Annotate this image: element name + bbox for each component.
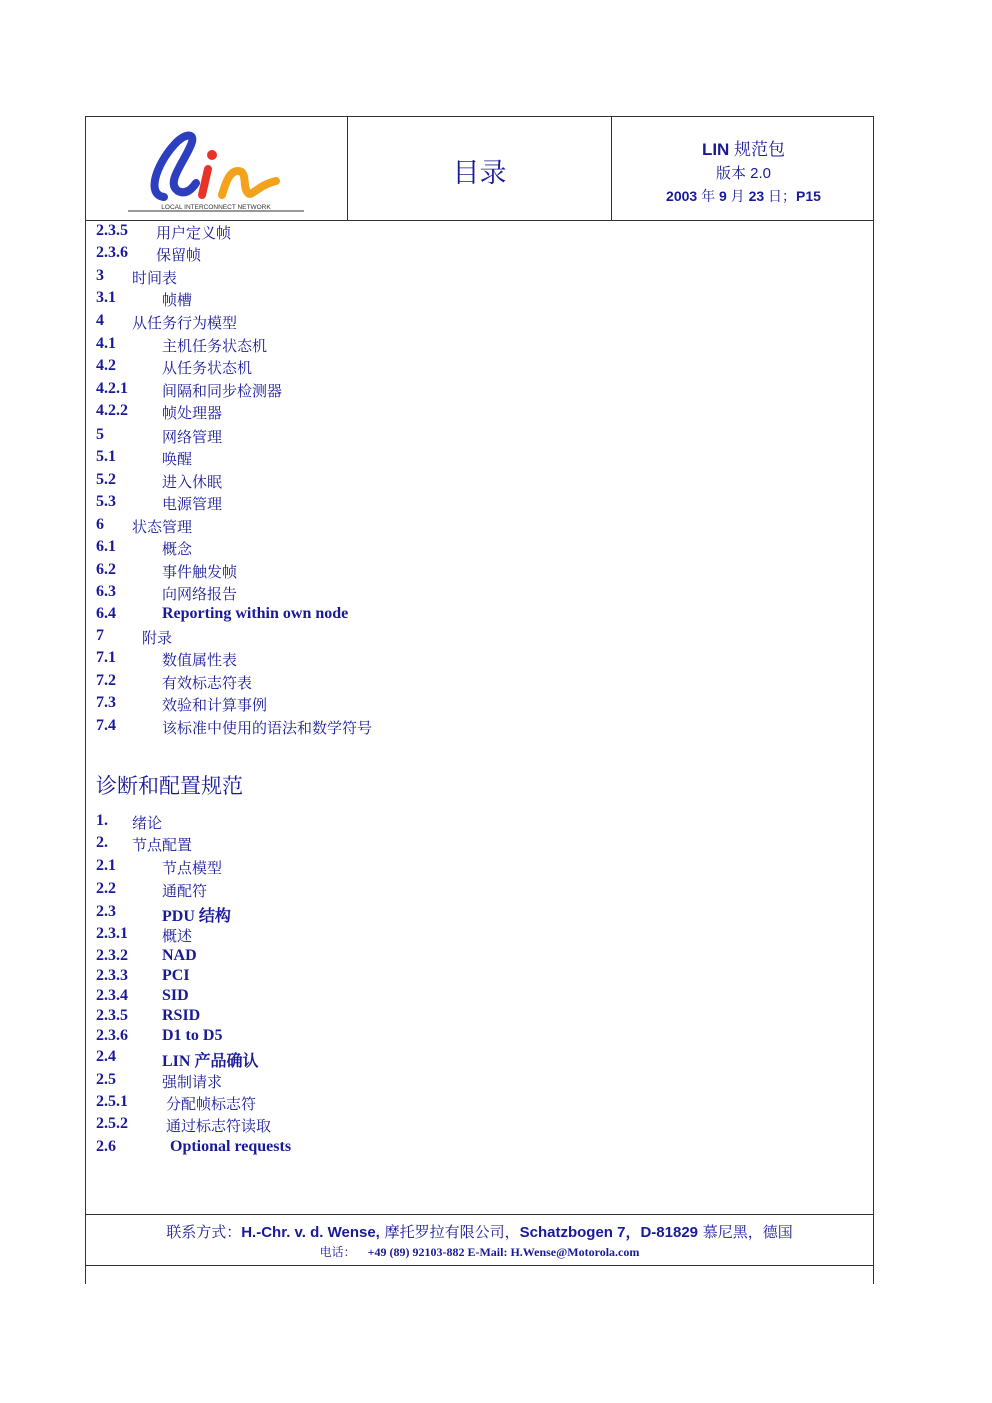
toc-entry-label: 绪论 bbox=[132, 814, 163, 832]
toc-entry-number: 7 bbox=[96, 627, 104, 644]
toc-entry-label: 概念 bbox=[162, 540, 193, 558]
toc-entry-label: 从任务行为模型 bbox=[132, 314, 238, 332]
toc-entry-number: 7.4 bbox=[96, 717, 116, 734]
toc-entry-label: 保留帧 bbox=[156, 246, 202, 264]
lin-logo bbox=[126, 125, 306, 213]
toc-entry-label: RSID bbox=[162, 1007, 201, 1024]
toc-entry-number: 2.3.6 bbox=[96, 1027, 128, 1044]
toc-entry-label: 节点配置 bbox=[132, 836, 193, 854]
toc-entry-number: 2.5.2 bbox=[96, 1115, 128, 1132]
toc-entry-label: 向网络报告 bbox=[162, 585, 238, 603]
toc-entry-number: 4 bbox=[96, 312, 104, 329]
toc-entry-number: 2.3.5 bbox=[96, 222, 128, 239]
toc-entry-number: 2.4 bbox=[96, 1048, 116, 1065]
page-frame bbox=[85, 116, 874, 1284]
toc-entry-number: 6.2 bbox=[96, 561, 116, 578]
toc-entry-number: 1. bbox=[96, 812, 108, 829]
spec-date: 2003 年 9 月 23 日；P15 bbox=[666, 188, 821, 204]
toc-entry-number: 2. bbox=[96, 834, 108, 851]
toc-entry-label: Reporting within own node bbox=[162, 605, 349, 622]
logo-letter-l bbox=[155, 136, 196, 198]
meta-cell bbox=[612, 117, 875, 220]
toc-entry-label: 用户定义帧 bbox=[156, 224, 232, 242]
toc-entry-number: 6.4 bbox=[96, 605, 116, 622]
toc-entry-number: 3 bbox=[96, 267, 104, 284]
logo-letter-n bbox=[222, 171, 276, 195]
toc-entry-label: PDU 结构 bbox=[162, 908, 231, 925]
toc-entry-number: 2.6 bbox=[96, 1138, 116, 1155]
toc-entry-number: 2.3.6 bbox=[96, 244, 128, 261]
toc-entry-number: 2.3.5 bbox=[96, 1007, 128, 1024]
toc-entry-number: 2.3.2 bbox=[96, 947, 128, 964]
toc-entry-label: 间隔和同步检测器 bbox=[162, 382, 283, 400]
toc-entry-number: 6 bbox=[96, 516, 104, 533]
toc-entry-number: 7.2 bbox=[96, 672, 116, 689]
toc-entry-label: 帧处理器 bbox=[162, 404, 223, 422]
toc-entry-label: D1 to D5 bbox=[162, 1027, 223, 1044]
toc-entry-number: 5.1 bbox=[96, 448, 116, 465]
toc-entry-label: LIN 产品确认 bbox=[162, 1053, 259, 1070]
toc-entry-label: 帧槽 bbox=[162, 291, 193, 309]
toc-entry-number: 5 bbox=[96, 426, 104, 443]
section-heading-diagnostics: 诊断和配置规范 bbox=[96, 774, 243, 798]
toc-entry-number: 5.2 bbox=[96, 471, 116, 488]
footer-contact: 联系方式：H.-Chr. v. d. Wense, 摩托罗拉有限公司，Schatzbogen 7，D-81829 慕尼黑，德国 bbox=[166, 1223, 793, 1241]
toc-entry-label: 唤醒 bbox=[162, 450, 193, 468]
toc-entry-number: 2.1 bbox=[96, 857, 116, 874]
footer-divider bbox=[86, 1214, 873, 1215]
header bbox=[86, 117, 873, 221]
toc-entry-label: 状态管理 bbox=[132, 518, 193, 536]
toc-entry-number: 4.2.2 bbox=[96, 402, 128, 419]
toc-entry-number: 2.3 bbox=[96, 903, 116, 920]
toc-entry-label: 从任务状态机 bbox=[162, 359, 253, 377]
footer-phone: 电话： +49 (89) 92103-882 E-Mail: H.Wense@Motorola.com bbox=[319, 1245, 640, 1259]
toc-entry-number: 2.5 bbox=[96, 1071, 116, 1088]
logo-dot bbox=[207, 150, 217, 160]
spec-version: 版本 2.0 bbox=[715, 165, 772, 182]
toc-entry-label: 通配符 bbox=[162, 882, 208, 900]
toc-entry-label: 附录 bbox=[142, 629, 173, 647]
toc-entry-number: 7.1 bbox=[96, 649, 116, 666]
toc-entry-number: 2.2 bbox=[96, 880, 116, 897]
toc-entry-label: 该标准中使用的语法和数学符号 bbox=[162, 719, 373, 737]
toc-entry-number: 2.5.1 bbox=[96, 1093, 128, 1110]
toc-entry-label: 分配帧标志符 bbox=[166, 1095, 257, 1113]
toc-entry-label: 通过标志符读取 bbox=[166, 1117, 272, 1135]
toc-entry-label: Optional requests bbox=[170, 1138, 292, 1155]
logo-letter-i bbox=[202, 169, 208, 195]
logo-caption: LOCAL INTERCONNECT NETWORK bbox=[161, 204, 271, 211]
toc-entry-label: 概述 bbox=[162, 927, 193, 945]
toc-entry-number: 4.2.1 bbox=[96, 380, 128, 397]
toc-entry-label: 效验和计算事例 bbox=[162, 696, 268, 714]
toc-entry-label: 强制请求 bbox=[162, 1073, 223, 1091]
toc-entry-label: 网络管理 bbox=[162, 428, 223, 446]
toc-entry-number: 2.3.4 bbox=[96, 987, 128, 1004]
footer-bottom-divider bbox=[86, 1265, 873, 1266]
toc-entry-number: 4.1 bbox=[96, 335, 116, 352]
toc-entry-label: 事件触发帧 bbox=[162, 563, 238, 581]
toc-entry-number: 6.3 bbox=[96, 583, 116, 600]
page-title: 目录 bbox=[452, 158, 507, 189]
toc-entry-label: SID bbox=[162, 987, 189, 1004]
spec-name: LIN 规范包 bbox=[701, 140, 786, 159]
toc-entry-number: 5.3 bbox=[96, 493, 116, 510]
toc-entry-label: 数值属性表 bbox=[162, 651, 238, 669]
toc-entry-label: NAD bbox=[162, 947, 197, 964]
toc-entry-number: 2.3.1 bbox=[96, 925, 128, 942]
toc-entry-number: 7.3 bbox=[96, 694, 116, 711]
toc-entry-label: 节点模型 bbox=[162, 859, 223, 877]
toc-entry-label: 有效标志符表 bbox=[162, 674, 253, 692]
toc-entry-label: 时间表 bbox=[132, 269, 178, 287]
toc-entry-label: 进入休眠 bbox=[162, 473, 223, 491]
title-cell bbox=[348, 117, 612, 220]
logo-cell bbox=[86, 117, 348, 220]
toc-entry-number: 6.1 bbox=[96, 538, 116, 555]
toc-entry-label: PCI bbox=[162, 967, 190, 984]
toc-entry-number: 3.1 bbox=[96, 289, 116, 306]
toc-entry-label: 电源管理 bbox=[162, 495, 223, 513]
toc-entry-number: 4.2 bbox=[96, 357, 116, 374]
toc-entry-label: 主机任务状态机 bbox=[162, 337, 268, 355]
toc-entry-number: 2.3.3 bbox=[96, 967, 128, 984]
